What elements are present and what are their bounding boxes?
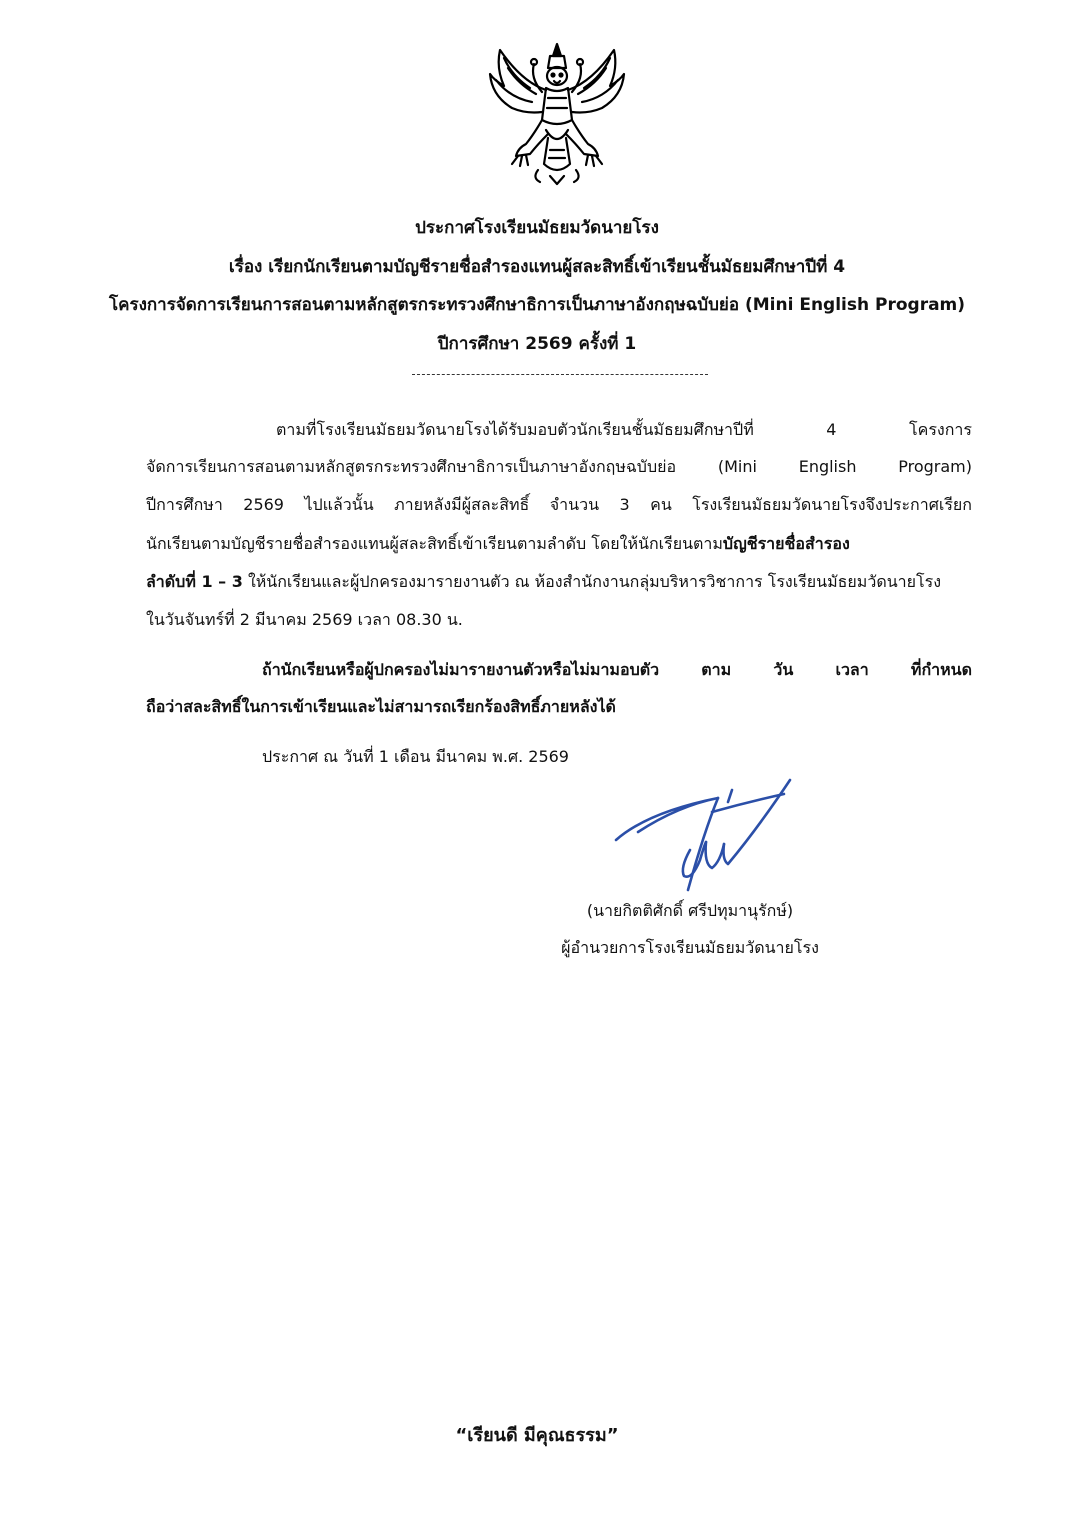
paragraph-1-line-4 (146, 533, 972, 555)
reserve-list-emphasis: บัญชีรายชื่อสำรอง (722, 534, 850, 553)
program-title: โครงการจัดการเรียนการสอนตามหลักสูตรกระทรวงศึกษาธิการเป็นภาษาอังกฤษฉบับย่อ (Mini English Program) (108, 295, 966, 315)
paragraph-1-line-4-text: นักเรียนตามบัญชีรายชื่อสำรองแทนผู้สละสิทธิ์เข้าเรียนตามลำดับ โดยให้นักเรียนตาม (146, 534, 723, 553)
signatory-position: ผู้อำนวยการโรงเรียนมัธยมวัดนายโรง (561, 938, 819, 957)
announcement-subject: เรื่อง เรียกนักเรียนตามบัญชีรายชื่อสำรองแทนผู้สละสิทธิ์เข้าเรียนชั้นมัธยมศึกษาปีที่ 4 (228, 257, 846, 277)
heading-separator (412, 374, 708, 375)
garuda-emblem-icon (482, 38, 632, 186)
paragraph-2-line-2: ถือว่าสละสิทธิ์ในการเข้าเรียนและไม่สามารถเรียกร้องสิทธิ์ภายหลังได้ (146, 697, 616, 716)
signatory-name: (นายกิตติศักดิ์ ศรีปทุมานุรักษ์) (586, 901, 794, 920)
academic-year-round: ปีการศึกษา 2569 ครั้งที่ 1 (437, 334, 637, 354)
rank-range-emphasis: ลำดับที่ 1 – 3 (146, 572, 243, 591)
paragraph-1-line-5 (146, 571, 972, 593)
paragraph-1-line-1: ตามที่โรงเรียนมัธยมวัดนายโรงได้รับมอบตัวนักเรียนชั้นมัธยมศึกษาปีที่ 4 โครงการ (276, 420, 972, 439)
paragraph-1-line-3: ปีการศึกษา 2569 ไปแล้วนั้น ภายหลังมีผู้สละสิทธิ์ จำนวน 3 คน โรงเรียนมัธยมวัดนายโรงจึงประกาศเรียก (146, 495, 972, 514)
paragraph-1-line-6: ในวันจันทร์ที่ 2 มีนาคม 2569 เวลา 08.30 น. (146, 610, 463, 629)
paragraph-2-line-1: ถ้านักเรียนหรือผู้ปกครองไม่มารายงานตัวหรือไม่มามอบตัว ตาม วัน เวลา ที่กำหนด (262, 660, 972, 679)
announcement-date: ประกาศ ณ วันที่ 1 เดือน มีนาคม พ.ศ. 2569 (262, 747, 569, 766)
school-motto: “เรียนดี มีคุณธรรม” (455, 1425, 619, 1446)
paragraph-1-line-5-text: ให้นักเรียนและผู้ปกครองมารายงานตัว ณ ห้องสำนักงานกลุ่มบริหารวิชาการ โรงเรียนมัธยมวัดนายโรง (242, 572, 942, 591)
paragraph-1-line-2: จัดการเรียนการสอนตามหลักสูตรกระทรวงศึกษาธิการเป็นภาษาอังกฤษฉบับย่อ (Mini English Program) (146, 457, 972, 476)
announcement-title: ประกาศโรงเรียนมัธยมวัดนายโรง (415, 218, 659, 238)
signature-icon (608, 772, 798, 898)
